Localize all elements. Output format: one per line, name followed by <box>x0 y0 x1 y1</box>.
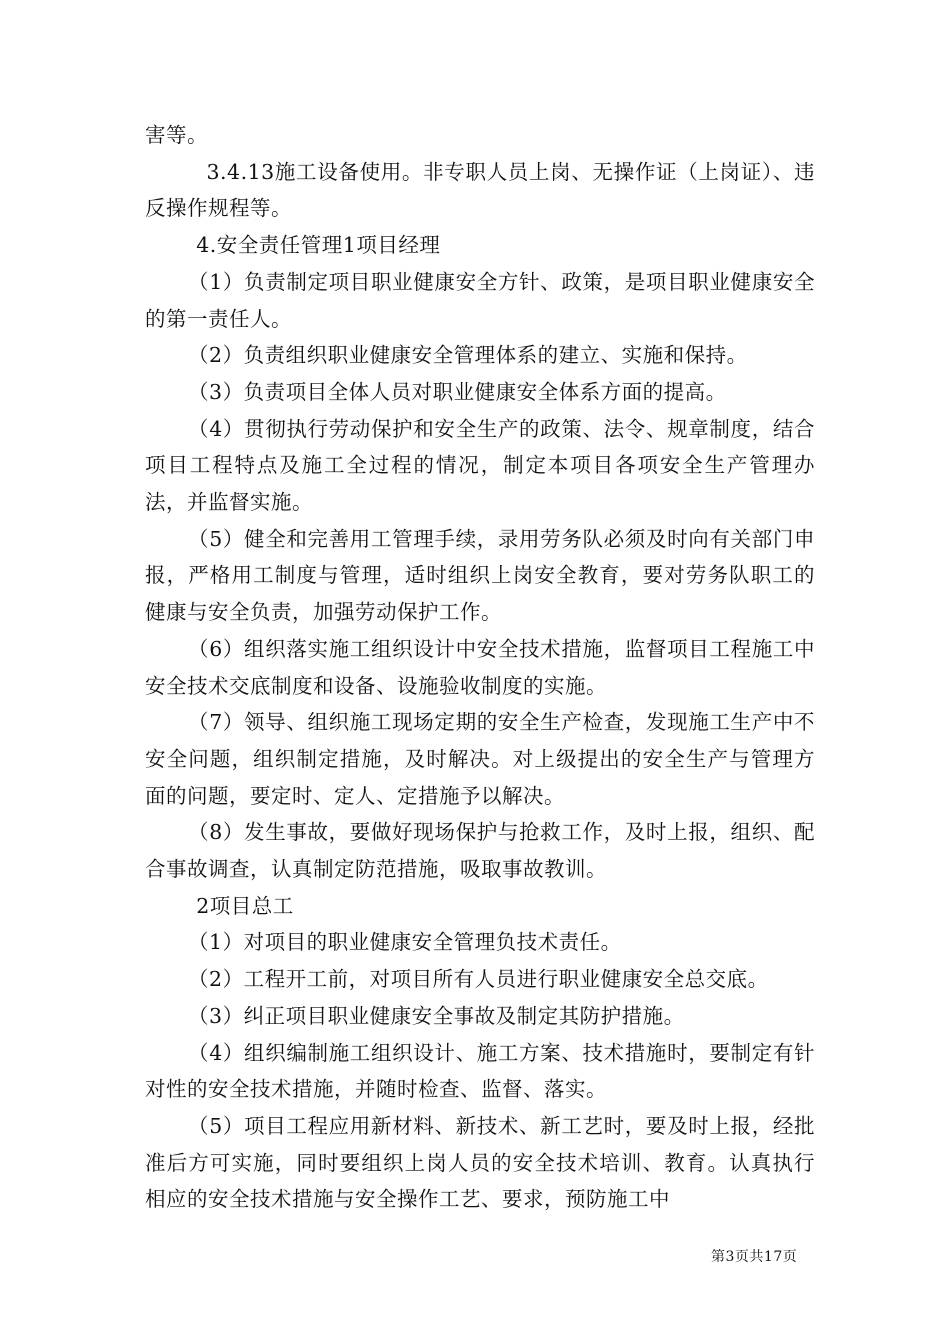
paragraph-15: （4）组织编制施工组织设计、施工方案、技术措施时，要制定有针对性的安全技术措施，并随时检查、监督、落实。 <box>145 1040 815 1102</box>
paragraph-1: 3.4.13施工设备使用。非专职人员上岗、无操作证（上岗证）、违反操作规程等。 <box>145 159 815 221</box>
paragraph-13: （2）工程开工前，对项目所有人员进行职业健康安全总交底。 <box>188 967 769 992</box>
paragraph-3: （1）负责制定项目职业健康安全方针、政策，是项目职业健康安全的第一责任人。 <box>145 269 815 331</box>
page-number-footer: 第3页共17页 <box>711 1249 798 1265</box>
paragraph-8: （6）组织落实施工组织设计中安全技术措施，监督项目工程施工中安全技术交底制度和设备、设施验收制度的实施。 <box>145 636 815 698</box>
paragraph-6: （4）贯彻执行劳动保护和安全生产的政策、法令、规章制度，结合项目工程特点及施工全过程的情况，制定本项目各项安全生产管理办法，并监督实施。 <box>145 416 815 515</box>
document-body <box>145 117 815 1218</box>
paragraph-11: 2项目总工 <box>196 893 294 918</box>
paragraph-5: （3）负责项目全体人员对职业健康安全体系方面的提高。 <box>188 379 727 404</box>
paragraph-10: （8）发生事故，要做好现场保护与抢救工作，及时上报，组织、配合事故调查，认真制定防范措施，吸取事故教训。 <box>145 820 815 882</box>
paragraph-14: （3）纠正项目职业健康安全事故及制定其防护措施。 <box>188 1003 685 1028</box>
paragraph-2: 4.安全责任管理1项目经理 <box>196 233 441 258</box>
paragraph-16: （5）项目工程应用新材料、新技术、新工艺时，要及时上报，经批准后方可实施，同时要组织上岗人员的安全技术培训、教育。认真执行相应的安全技术措施与安全操作工艺、要求，预防施工中 <box>145 1113 815 1212</box>
paragraph-4: （2）负责组织职业健康安全管理体系的建立、实施和保持。 <box>188 343 748 368</box>
paragraph-12: （1）对项目的职业健康安全管理负技术责任。 <box>188 930 622 955</box>
paragraph-9: （7）领导、组织施工现场定期的安全生产检查，发现施工生产中不安全问题，组织制定措施，及时解决。对上级提出的安全生产与管理方面的问题，要定时、定人、定措施予以解决。 <box>145 710 815 808</box>
paragraph-7: （5）健全和完善用工管理手续，录用劳务队必须及时向有关部门申报，严格用工制度与管理，适时组织上岗安全教育，要对劳务队职工的健康与安全负责，加强劳动保护工作。 <box>145 526 815 625</box>
paragraph-0: 害等。 <box>145 123 208 147</box>
